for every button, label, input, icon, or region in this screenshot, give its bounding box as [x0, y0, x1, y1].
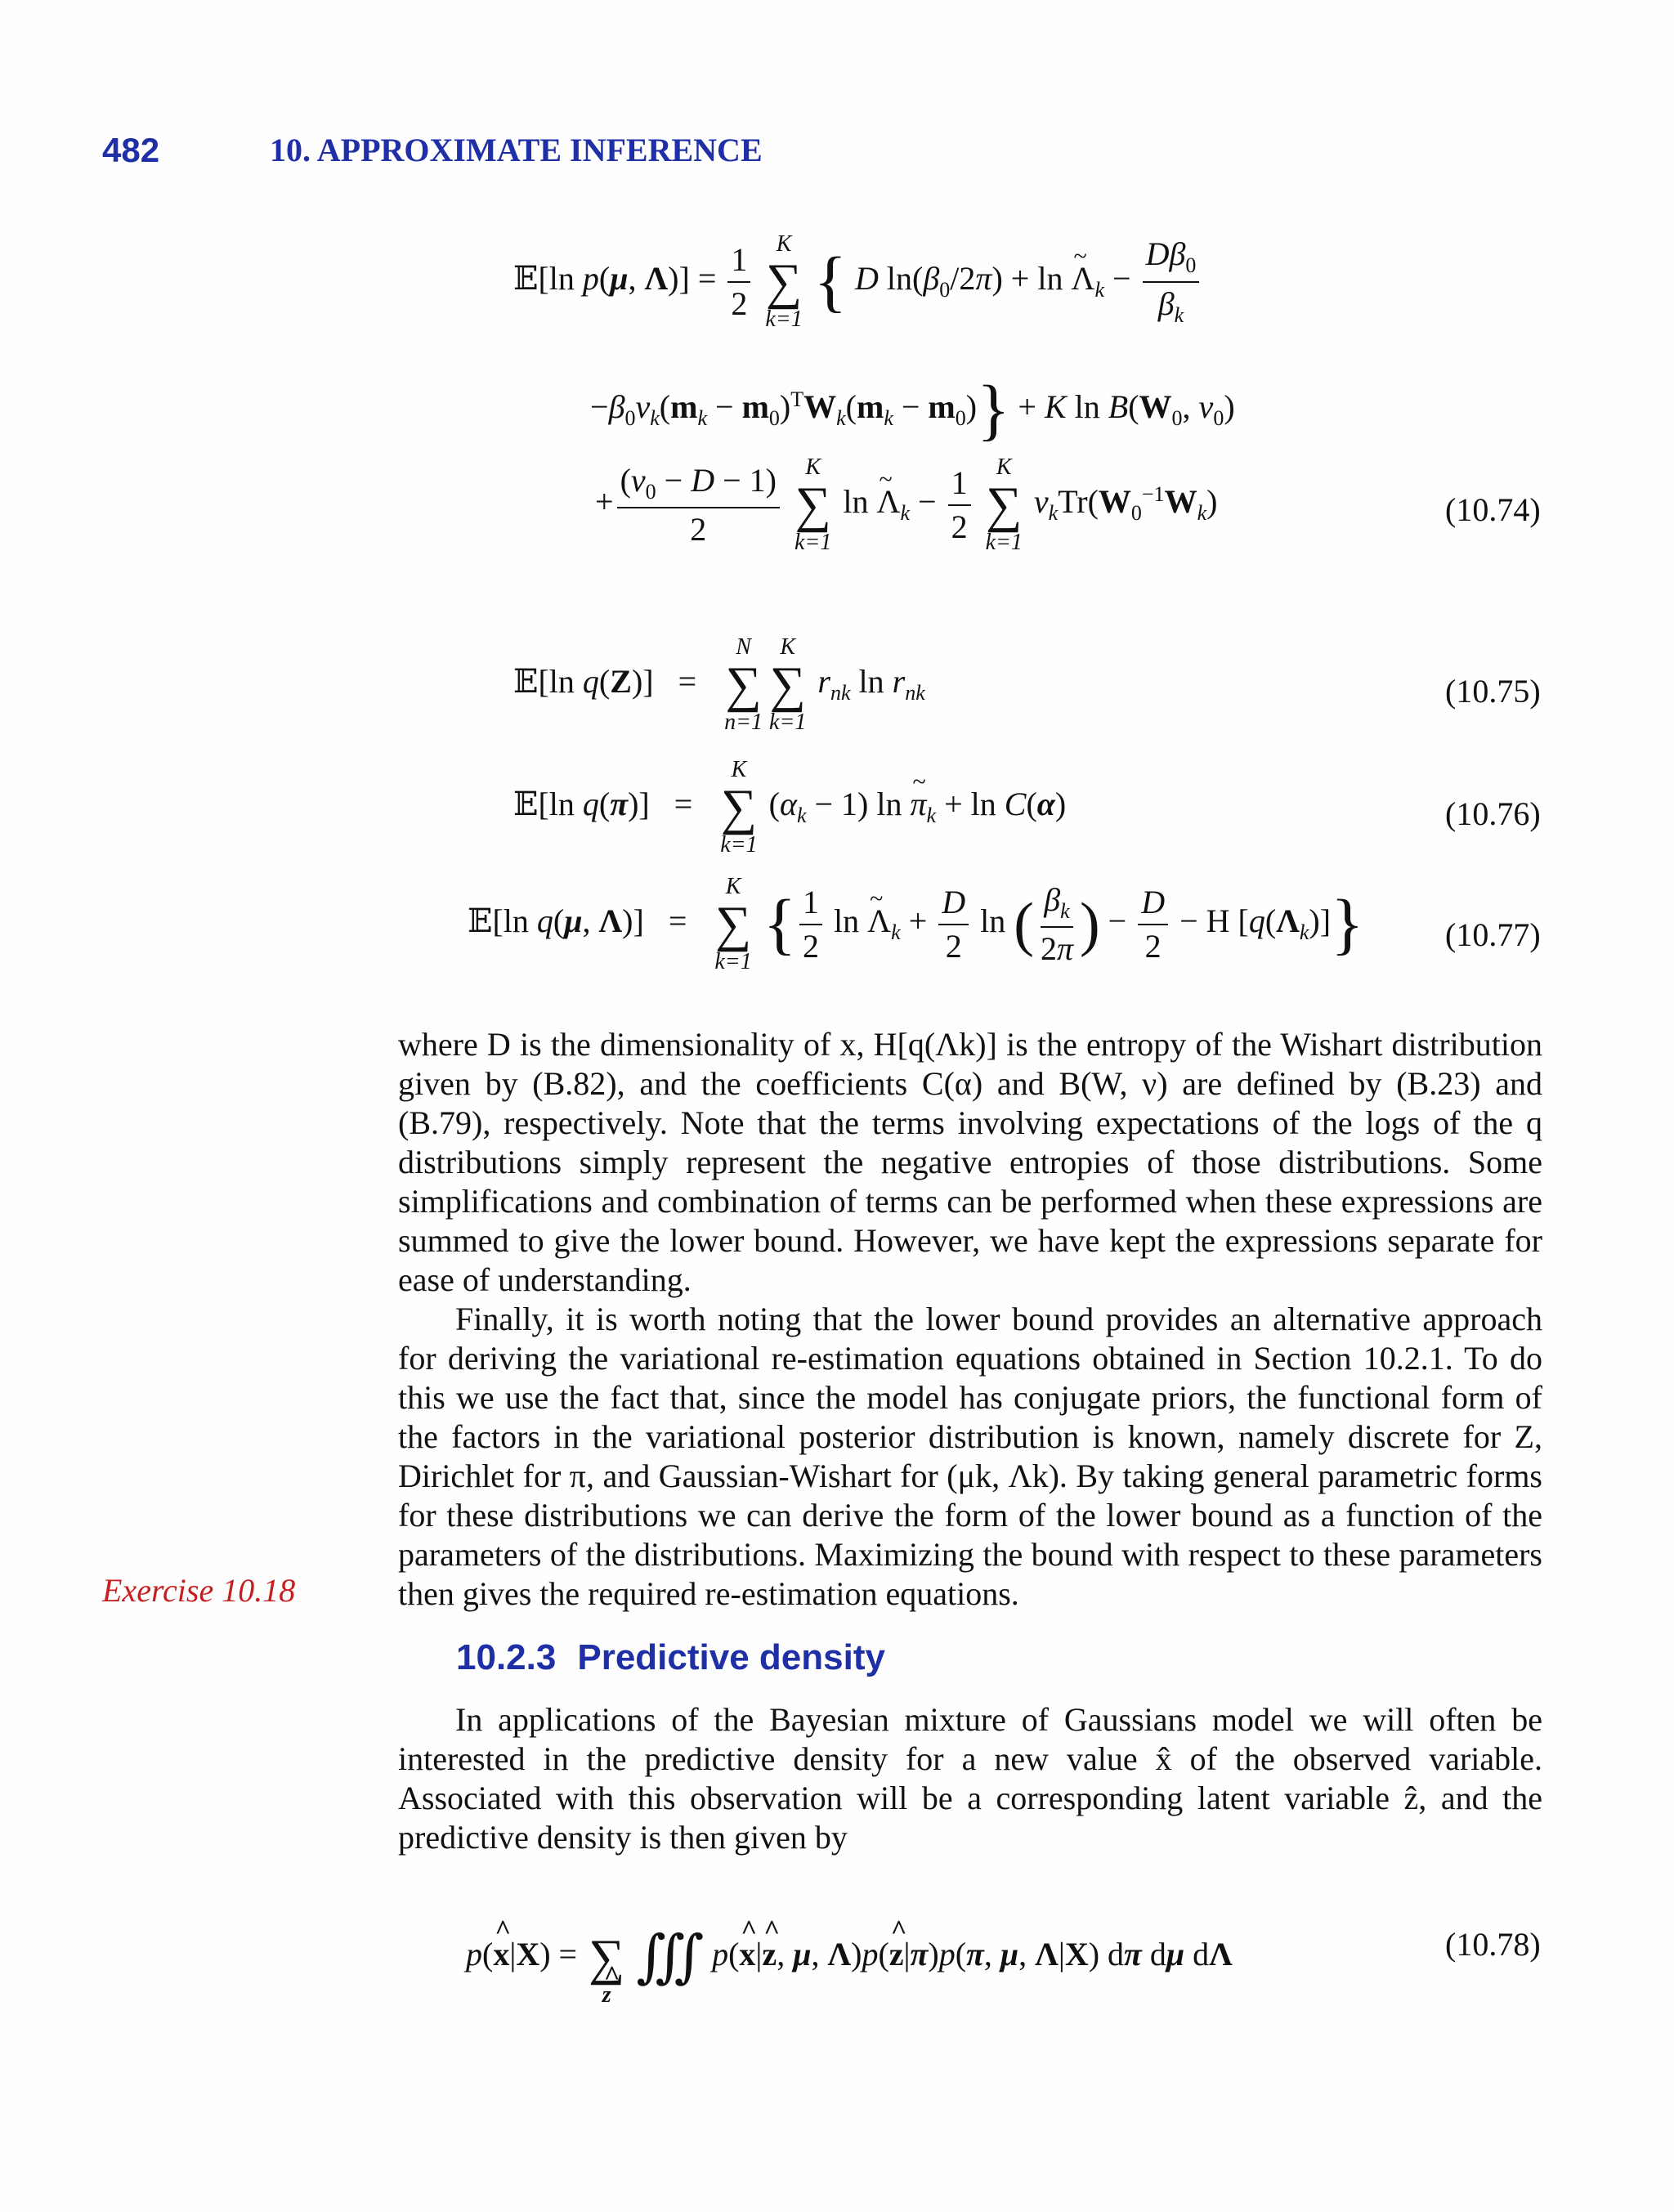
equation-number-10-74: (10.74): [1445, 491, 1541, 528]
equation-10-74-line3: + $\frac{(\nu_0 - D - 1)}{2}$ K ∑ k=1 ln ~ $\Lambda_k$ − $\frac{1}{2}$ K ∑ k=1 $\nu_kTr(W_0^{-1}W_k)$: [595, 454, 1217, 557]
page-number: 482: [102, 131, 160, 169]
section-title: Predictive density: [577, 1637, 885, 1677]
equation-10-77: 𝔼[ln q(μ, Λ)] = K ∑ k=1 { $\frac{1}{2}$ ln ~ $\Lambda_k$ + $\frac{D}{2}$ ln ( $\frac{\beta_k}{2\pi}$ ) − $\frac{D}{2}$ − H $[q(\Lambda_k)]$}: [468, 873, 1363, 976]
section-heading: [456, 1637, 885, 1678]
equation-number-10-78: (10.78): [1445, 1926, 1541, 1963]
equation-10-76: 𝔼[ln q(π)] = K ∑ k=1 $(\alpha_k - 1)$ ln ~ $\pi_k + \ln C(\alpha)$: [513, 756, 1066, 859]
body-paragraph-2: Finally, it is worth noting that the lower bound provides an alternative approach for deriving the variational re-estimation equations obtained in Section 10.2.1. To do this we use the fact that, since the model has conjugate priors, the functional form of the factors in the variational posterior distribution is known, namely discrete for Z, Dirichlet for π, and Gaussian-Wishart for (μk, Λk). By taking general parametric forms for these distributions we can derive the form of the lower bound as a function of the parameters of the distributions. Maximizing the bound with respect to these parameters then gives the required re-estimation equations.: [398, 1301, 1542, 1612]
equation-10-78: p(^ x|X) = ∑ ^ z ∭ p(^ x|^ z, μ, Λ)p(^ z|π)p(π, μ, Λ|X) dπ dμ dΛ: [466, 1906, 1233, 2009]
equation-10-74-line1: 𝔼[ln p(μ, Λ)] = $\frac{1}{2}$ K ∑ k=1 { D $\ln(\beta_0/2\pi) + \ln$ ~ $\Lambda_k$ − $\frac{D\beta_0}{\beta_k}$: [513, 231, 1202, 334]
running-title: 10. APPROXIMATE INFERENCE: [270, 132, 763, 168]
equation-number-10-77: (10.77): [1445, 916, 1541, 953]
margin-note-exercise[interactable]: Exercise 10.18: [102, 1572, 296, 1609]
body-paragraph-3: In applications of the Bayesian mixture of Gaussians model we will often be interested in the predictive density for a new value x̂ of the observed variable. Associated with this observation will be a corresponding latent variable ẑ, and the predictive density is then given by: [398, 1701, 1542, 1856]
equation-number-10-76: (10.76): [1445, 795, 1541, 832]
equation-10-74-line2: $-\beta_0\nu_k(m_k - m_0)^TW_k(m_k - m_0)\} + K$ $\ln B(W_0$, $\nu_0$): [590, 372, 1235, 448]
body-paragraph-1: where D is the dimensionality of x, H[q(Λk)] is the entropy of the Wishart distribution given by (B.82), and the coefficients C(α) and B(W, ν) are defined by (B.23) and (B.79), respectively. Note that the terms involving expectations of the logs of the q distributions simply represent the negative entropies of those distributions. Some simplifications and combination of terms can be performed when these expressions are summed to give the lower bound. However, we have kept the expressions separate for ease of understanding.: [398, 1026, 1542, 1298]
equation-10-75: 𝔼[ln q(Z)] = N ∑ n=1 K ∑ k=1 $r_{nk}$ $\ln r_{nk}$: [513, 634, 925, 736]
equation-number-10-75: (10.75): [1445, 673, 1541, 710]
section-number: 10.2.3: [456, 1637, 557, 1677]
